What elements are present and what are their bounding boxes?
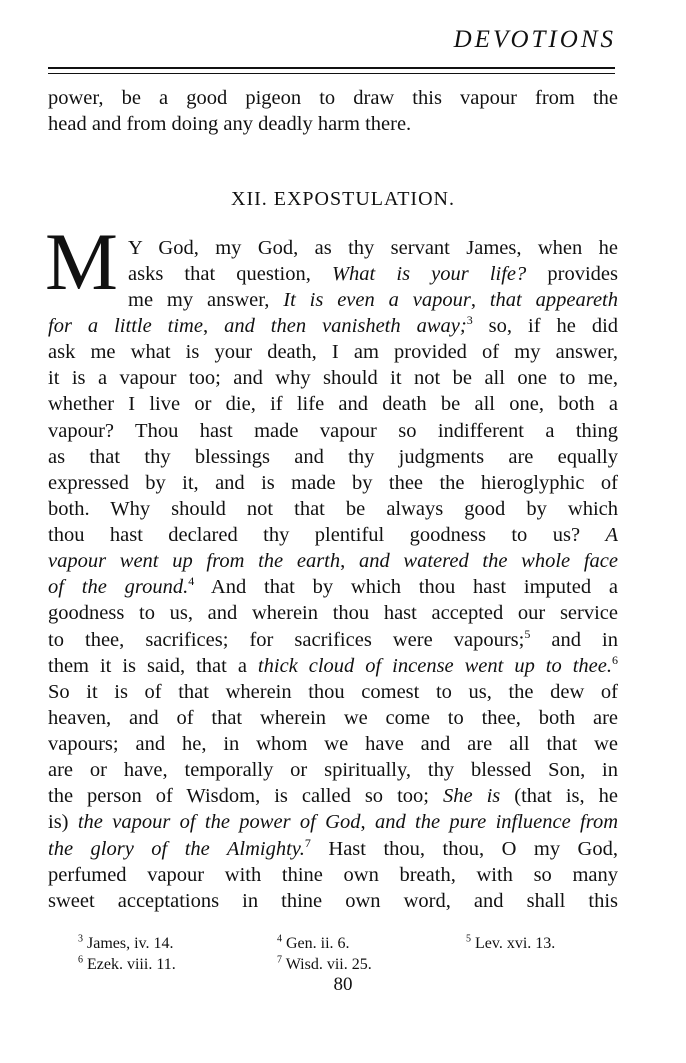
- body-line-14: of the ground.$^4$ And that by which thou hast imputed a: [48, 574, 618, 598]
- body-line-10: expressed by it, and is made by thee the hieroglyphic of: [48, 472, 618, 494]
- body-line-11: both. Why should not that be always good by which: [48, 498, 618, 520]
- header-rule-thick: [48, 67, 615, 69]
- body-line-16: to thee, sacrifices; for sacrifices were vapours;$^5$ and in: [48, 627, 618, 651]
- header-rule-thin: [48, 73, 615, 74]
- body-line-25: perfumed vapour with thine own breath, with so many: [48, 864, 618, 886]
- body-line-7: whether I live or die, if life and death be all one, both a: [48, 393, 618, 415]
- intro-line-1: power, be a good pigeon to draw this vapour from the: [48, 87, 618, 109]
- body-line-1: Y God, my God, as thy servant James, when he: [128, 237, 618, 259]
- body-line-9: as that thy blessings and thy judgments are equally: [48, 446, 618, 468]
- body-line-4: for a little time, and then vanisheth away;$^3$ so, if he did: [48, 313, 619, 337]
- body-line-26: sweet acceptations in thine own word, and shall this: [48, 890, 618, 912]
- body-line-22: the person of Wisdom, is called so too; She is (that is, he: [48, 785, 618, 807]
- footnote-6: $^6$ Ezek. viii. 11.: [78, 954, 176, 973]
- footnote-3: $^3$ James, iv. 14.: [78, 933, 174, 952]
- body-line-12: thou hast declared thy plentiful goodness to us? A: [48, 524, 618, 546]
- body-line-23: is) the vapour of the power of God, and the pure influence from: [48, 811, 619, 833]
- body-line-21: are or have, temporally or spiritually, thy blessed Son, in: [48, 759, 618, 781]
- body-line-15: goodness to us, and wherein thou hast accepted our service: [48, 602, 618, 624]
- body-line-19: heaven, and of that wherein we come to thee, both are: [48, 707, 618, 729]
- body-line-13: vapour went up from the earth, and watered the whole face: [48, 550, 618, 572]
- footnote-7: $^7$ Wisd. vii. 25.: [277, 954, 372, 973]
- body-line-24: the glory of the Almighty.$^7$ Hast thou, thou, O my God,: [48, 836, 618, 860]
- body-line-5: ask me what is your death, I am provided of my answer,: [48, 341, 618, 363]
- body-line-6: it is a vapour too; and why should it not be all one to me,: [48, 367, 618, 389]
- drop-cap: M: [45, 216, 118, 307]
- body-line-18: So it is of that wherein thou comest to us, the dew of: [48, 681, 618, 703]
- section-heading: XII. EXPOSTULATION.: [231, 188, 455, 210]
- body-line-3: me my answer, It is even a vapour, that appeareth: [128, 289, 618, 311]
- body-line-2: asks that question, What is your life? provides: [128, 263, 618, 285]
- body-line-8: vapour? Thou hast made vapour so indifferent a thing: [48, 420, 618, 442]
- running-header: DEVOTIONS: [453, 26, 616, 53]
- body-line-17: them it is said, that a thick cloud of incense went up to thee.$^6$: [48, 653, 619, 677]
- body-line-20: vapours; and he, in whom we have and are all that we: [48, 733, 618, 755]
- footnote-4: $^4$ Gen. ii. 6.: [277, 933, 350, 952]
- intro-line-2: head and from doing any deadly harm there.: [48, 113, 412, 135]
- page-number: 80: [333, 974, 353, 995]
- footnote-5: $^5$ Lev. xvi. 13.: [466, 933, 556, 952]
